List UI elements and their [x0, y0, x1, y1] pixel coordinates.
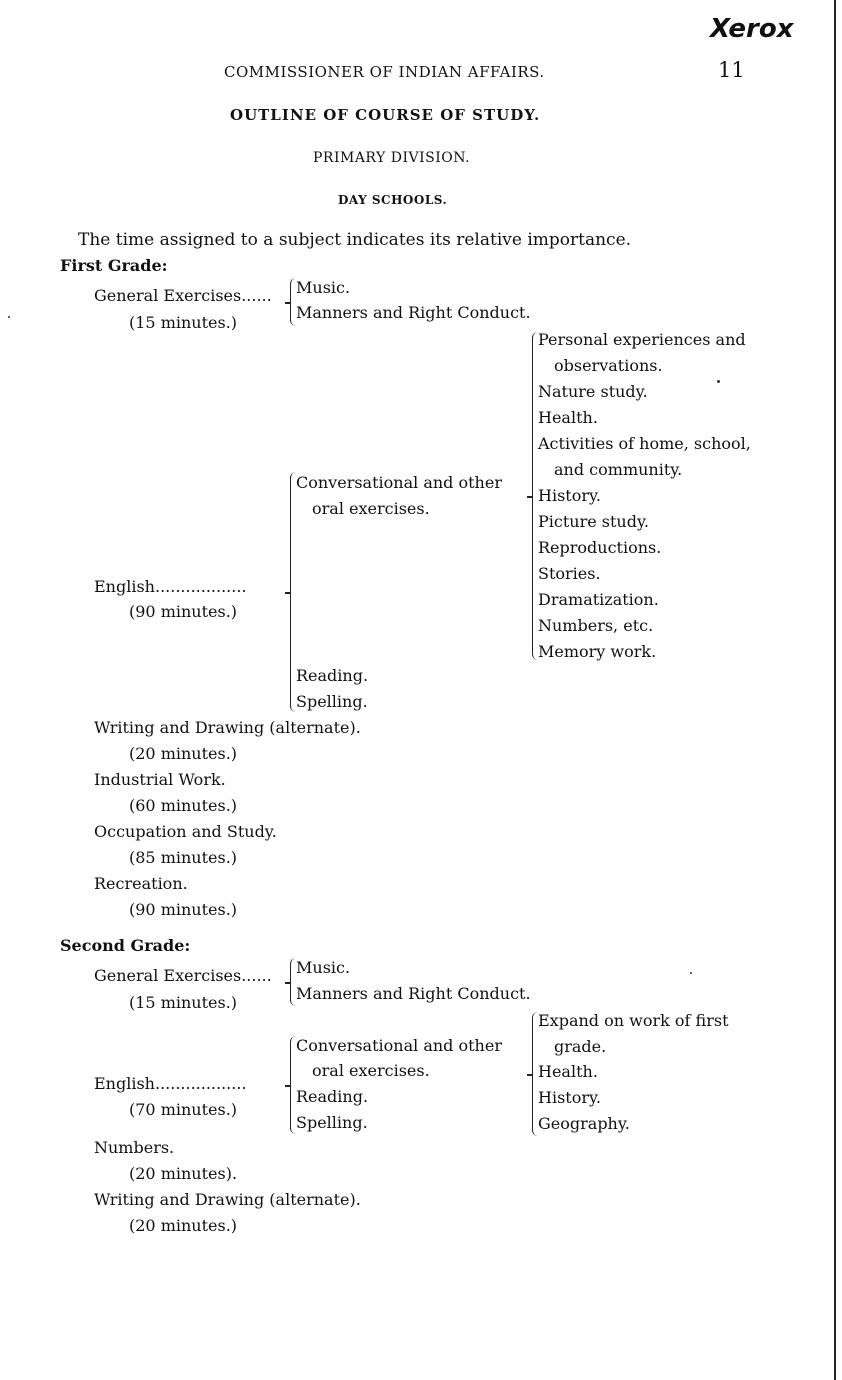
fg-subject-time: (60 minutes.)	[129, 796, 238, 815]
sg-conversational-line2: oral exercises.	[312, 1061, 430, 1080]
sg-general-exercises-label: General Exercises......	[94, 966, 272, 985]
sg-topic: History.	[538, 1088, 601, 1107]
fg-subject-time: (90 minutes.)	[129, 900, 238, 919]
intro-text: The time assigned to a subject indicates its relative importance.	[78, 230, 632, 250]
fg-topic: History.	[538, 486, 601, 505]
schools-heading: DAY SCHOOLS.	[338, 193, 448, 207]
sg-spelling: Spelling.	[296, 1113, 368, 1132]
second-grade-heading: Second Grade:	[60, 936, 191, 955]
running-title: COMMISSIONER OF INDIAN AFFAIRS.	[224, 63, 545, 81]
fg-conversational-line1: Conversational and other	[296, 473, 502, 492]
fg-topic: Picture study.	[538, 512, 649, 531]
fg-english-time: (90 minutes.)	[129, 602, 238, 621]
sg-general-exercises-time: (15 minutes.)	[129, 993, 238, 1012]
scan-speck	[717, 380, 720, 383]
sg-reading: Reading.	[296, 1087, 369, 1106]
fg-ge-item: Manners and Right Conduct.	[296, 303, 531, 322]
sg-topic: Geography.	[538, 1114, 630, 1133]
fg-general-exercises-label: General Exercises......	[94, 286, 272, 305]
handwritten-note: Xerox	[710, 14, 794, 44]
sg-topic: Health.	[538, 1062, 598, 1081]
division-heading: PRIMARY DIVISION.	[313, 150, 471, 166]
fg-spelling: Spelling.	[296, 692, 368, 711]
sg-topic: grade.	[554, 1037, 607, 1056]
first-grade-heading: First Grade:	[60, 256, 168, 275]
fg-ge-item: Music.	[296, 278, 351, 297]
page-number: 11	[718, 58, 745, 82]
fg-topic: observations.	[554, 356, 663, 375]
fg-subject-label: Occupation and Study.	[94, 822, 277, 841]
sg-ge-item: Music.	[296, 958, 351, 977]
fg-conversational-line2: oral exercises.	[312, 499, 430, 518]
sg-subject-time: (20 minutes.)	[129, 1216, 238, 1235]
fg-topic: and community.	[554, 460, 683, 479]
fg-topic: Personal experiences and	[538, 330, 746, 349]
fg-subject-label: Industrial Work.	[94, 770, 226, 789]
sg-english-label: English..................	[94, 1074, 247, 1093]
fg-topic: Reproductions.	[538, 538, 662, 557]
fg-topic: Dramatization.	[538, 590, 659, 609]
page-edge	[834, 0, 836, 1380]
fg-subject-time: (85 minutes.)	[129, 848, 238, 867]
fg-topic: Memory work.	[538, 642, 657, 661]
fg-topic: Health.	[538, 408, 598, 427]
sg-ge-item: Manners and Right Conduct.	[296, 984, 531, 1003]
fg-reading: Reading.	[296, 666, 369, 685]
fg-english-label: English..................	[94, 577, 247, 596]
sg-subject-label: Numbers.	[94, 1138, 175, 1157]
sg-english-time: (70 minutes.)	[129, 1100, 238, 1119]
sg-conversational-line1: Conversational and other	[296, 1036, 502, 1055]
fg-topic: Numbers, etc.	[538, 616, 654, 635]
fg-topic: Stories.	[538, 564, 601, 583]
scan-speck	[690, 972, 692, 974]
fg-topic: Nature study.	[538, 382, 648, 401]
page-title: OUTLINE OF COURSE OF STUDY.	[230, 106, 541, 124]
sg-subject-time: (20 minutes).	[129, 1164, 238, 1183]
fg-subject-time: (20 minutes.)	[129, 744, 238, 763]
sg-topic: Expand on work of first	[538, 1011, 729, 1030]
fg-topic: Activities of home, school,	[538, 434, 751, 453]
sg-subject-label: Writing and Drawing (alternate).	[94, 1190, 361, 1209]
fg-subject-label: Recreation.	[94, 874, 188, 893]
scan-speck	[8, 316, 10, 318]
fg-general-exercises-time: (15 minutes.)	[129, 313, 238, 332]
fg-subject-label: Writing and Drawing (alternate).	[94, 718, 361, 737]
